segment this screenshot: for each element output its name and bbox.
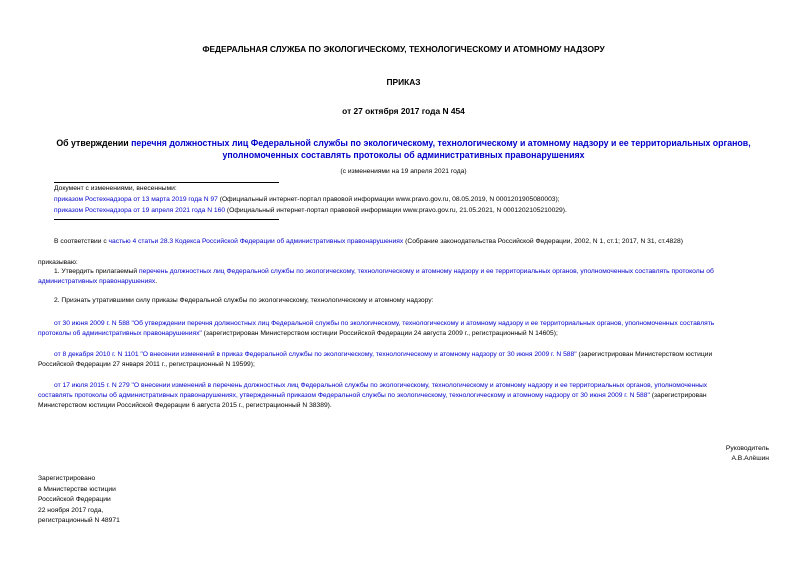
doc-date: от 27 октября 2017 года N 454 [342,106,465,116]
agency-heading: ФЕДЕРАЛЬНАЯ СЛУЖБА ПО ЭКОЛОГИЧЕСКОМУ, ТЕХНОЛОГИЧЕСКОМУ И АТОМНОМУ НАДЗОРУ [202,44,605,54]
amendment-item: приказом Ростехнадзора от 19 апреля 2021 года N 160 (Официальный интернет-портал правовой информации www.pravo.gov.ru, 21.05.2021, N 0001202105210029). [54,207,567,214]
amendments-top-divider [54,182,279,183]
revoked-2-line1: от 8 декабря 2010 г. N 1101 "О внесении изменений в приказ Федеральной службы по экологическому, технологическому и атомному надзору от 30 июня 2009 г. N 588" (зарегистрирован Министерством юстиции [54,351,713,358]
revoked-order-link[interactable]: от 17 июля 2015 г. N 279 "О внесении изменений в перечень должностных лиц Федеральной службы по экологическому, технологическому и атомному надзору и ее территориальных органов, уполномоченных [54,382,708,389]
item1-line2: административных правонарушениях. [38,278,158,285]
revoked-3-line1 [54,381,707,392]
revoked-order-link[interactable]: от 30 июня 2009 г. N 588 "Об утверждении перечня должностных лиц Федеральной службы по экологическому, технологическому и атомному надзору и ее территориальных органов, уполномоченных составлять [54,320,715,327]
item1-link-cont[interactable]: административных правонарушениях [38,278,156,285]
revoked-2-line2: Российской Федерации 27 января 2011 г., регистрационный N 19599); [38,361,255,368]
revoked-order-link[interactable]: от 8 декабря 2010 г. N 1101 "О внесении изменений в приказ Федеральной службы по экологическому, технологическому и атомному надзору от 30 июня 2009 г. N 588" [54,351,577,358]
registration-line: 22 ноября 2017 года, [38,507,104,514]
signature-name: А.В.Алёшин [731,455,769,462]
order-word: приказываю: [38,259,78,266]
doc-type: ПРИКАЗ [386,77,421,87]
signature-position: Руководитель [725,445,769,452]
registration-line: Зарегистрировано [38,475,96,482]
doc-title-link[interactable]: перечня должностных лиц Федеральной службы по экологическому, технологическому и атомному надзору и ее территориальных органов, [131,138,751,148]
doc-title-line1 [0,138,807,148]
item1-line1: 1. Утвердить прилагаемый перечень должностных лиц Федеральной службы по экологическому, технологическому и атомному надзору и ее территориальных органов, уполномоченных составлять протоколы об [54,268,714,275]
basis-paragraph: В соответствии с частью 4 статьи 28.3 Кодекса Российской Федерации об административных правонарушениях (Собрание законодательства Российской Федерации, 2002, N 1, ст.1; 2017, N 31, ст.4828) [54,238,683,245]
revoked-3-line2: составлять протоколы об административных правонарушениях, утвержденный приказом Федеральной службы по экологическому, технологическому и атомному надзору от 30 июня 2009 г. N 588" (зарегистрирован [38,392,707,399]
revoked-1-line1 [54,319,714,330]
revoked-1-line2: протоколы об административных правонарушениях" (зарегистрирован Министерством юстиции Российской Федерации 24 августа 2009 г., регистрационный N 14605); [38,330,558,337]
doc-title-link-line2[interactable]: уполномоченных составлять протоколы об административных правонарушениях [222,150,585,160]
registration-line: в Министерстве юстиции [38,486,116,493]
registration-line: Российской Федерации [38,496,111,503]
revoked-order-link-cont[interactable]: протоколы об административных правонарушениях" [38,330,202,337]
amendments-intro: Документ с изменениями, внесенными: [54,185,177,192]
item1-link[interactable]: перечень должностных лиц Федеральной службы по экологическому, технологическому и атомному надзору и ее территориальных органов, уполномоченных составлять протоколы об [138,268,714,275]
item2: 2. Признать утратившими силу приказы Федеральной службы по экологическому, технологическому и атомному надзору: [54,297,434,304]
basis-link[interactable]: частью 4 статьи 28.3 Кодекса Российской Федерации об административных правонарушениях [108,238,404,245]
registration-line: регистрационный N 48971 [38,517,120,524]
revoked-order-link-cont[interactable]: составлять протоколы об административных правонарушениях, утвержденный приказом Федеральной службы по экологическому, технологическому и атомному надзору от 30 июня 2009 г. N 588" [38,392,650,399]
doc-title-prefix: Об утверждении [56,138,132,148]
amendment-link[interactable]: приказом Ростехнадзора от 19 апреля 2021 года N 160 [54,207,226,214]
amendments-bottom-divider [54,219,279,220]
revoked-3-line3: Министерством юстиции Российской Федерации 6 августа 2015 г., регистрационный N 38389). [38,402,332,409]
amendment-link[interactable]: приказом Ростехнадзора от 13 марта 2019 года N 97 [54,196,218,203]
changes-note: (с изменениями на 19 апреля 2021 года) [340,168,467,175]
amendment-item: приказом Ростехнадзора от 13 марта 2019 года N 97 (Официальный интернет-портал правовой информации www.pravo.gov.ru, 08.05.2019, N 0001201905080003); [54,196,560,203]
